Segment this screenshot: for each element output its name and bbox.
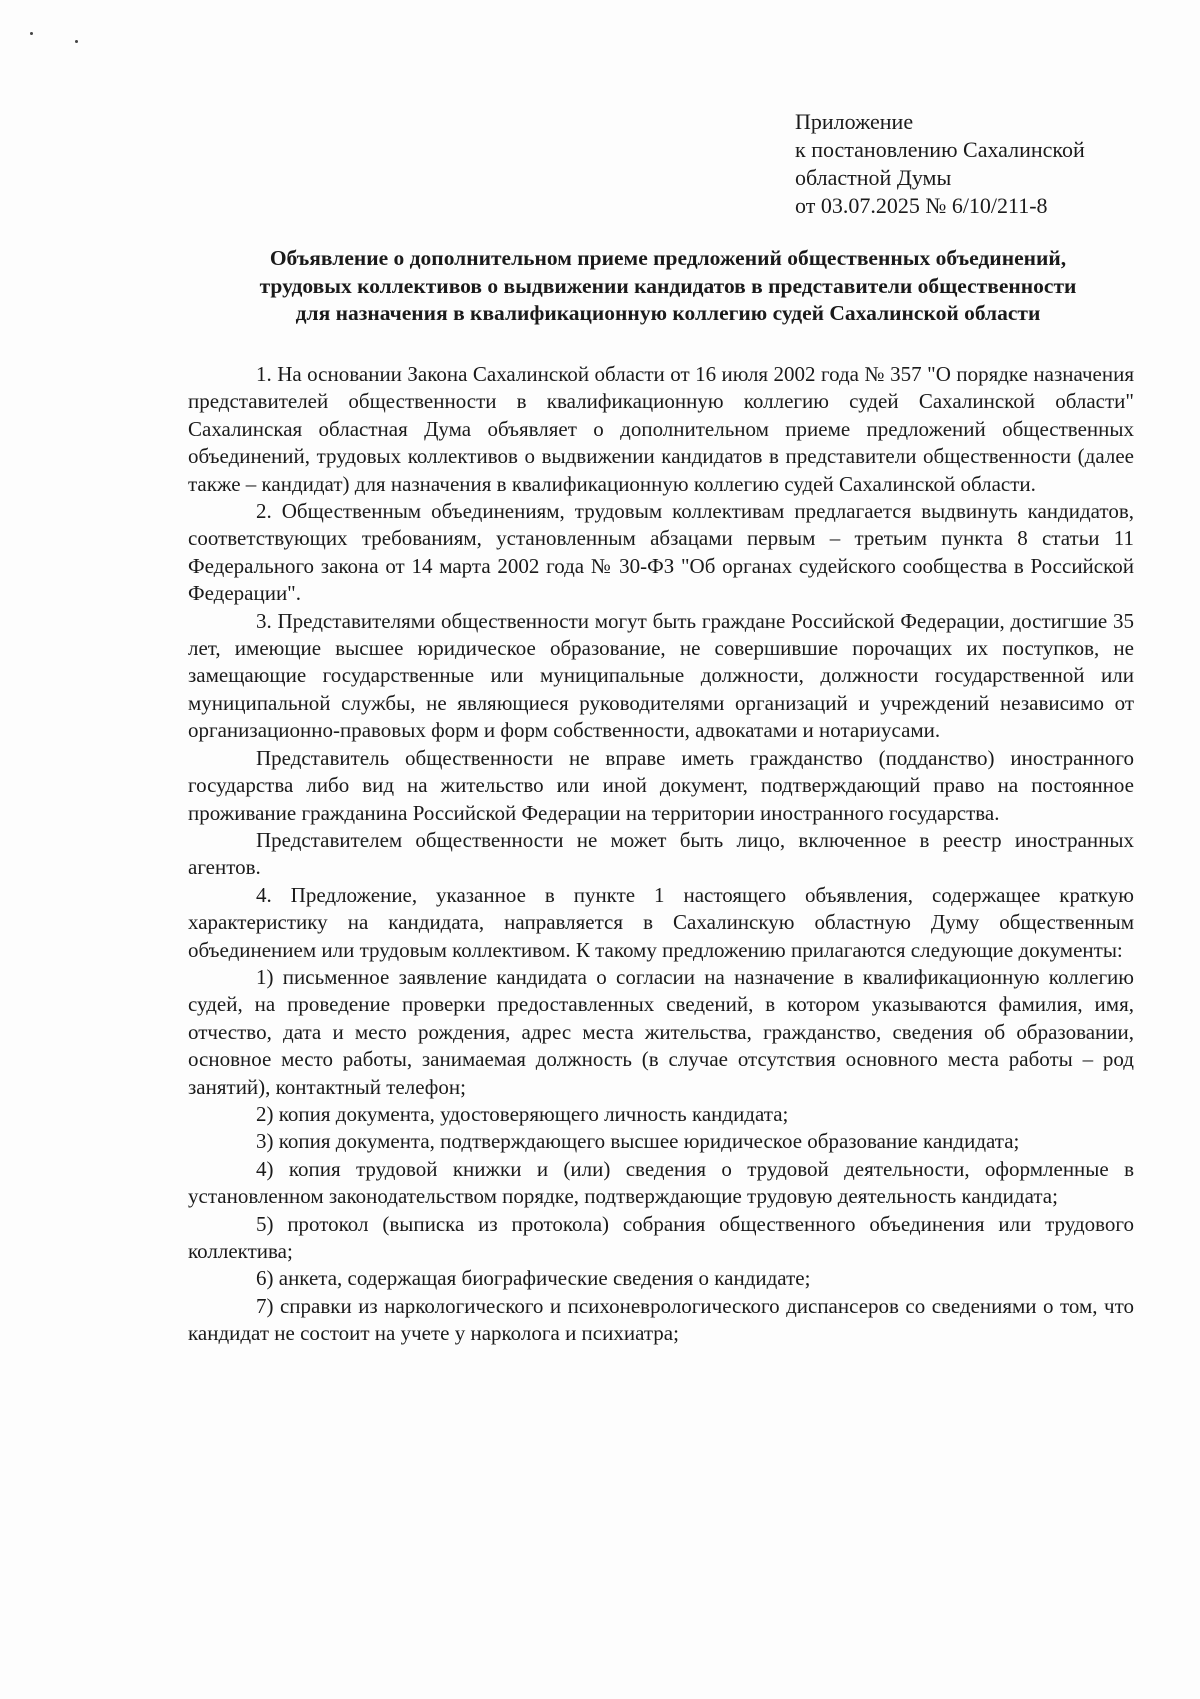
appendix-line: от 03.07.2025 № 6/10/211-8 — [795, 193, 1048, 218]
paragraph-4: 4. Предложение, указанное в пункте 1 настоящего объявления, содержащее краткую характеристику на кандидата, направляется в Сахалинскую областную Думу общественным объединением или трудовым коллективом. К такому предложению прилагаются следующие документы: — [188, 882, 1134, 962]
list-item-7: 7) справки из наркологического и психоневрологического диспансеров со сведениями о том, что кандидат не состоит на учете у нарколога и психиатра; — [188, 1293, 1134, 1346]
title-line: трудовых коллективов о выдвижении кандидатов в представители общественности — [259, 273, 1077, 298]
appendix-block — [795, 108, 1085, 220]
appendix-line: областной Думы — [795, 165, 952, 190]
paragraph-1: 1. На основании Закона Сахалинской области от 16 июля 2002 года № 357 "О порядке назначения представителей общественности в квалификационную коллегию судей Сахалинской области" Сахалинская областная Дума объявляет о дополнительном приеме предложений общественных объединений, трудовых коллективов о выдвижении кандидатов в представители общественности (далее также – кандидат) для назначения в квалификационную коллегию судей Сахалинской области. — [188, 362, 1134, 496]
appendix-line: Приложение — [795, 109, 914, 134]
title-line: для назначения в квалификационную коллегию судей Сахалинской области — [295, 301, 1041, 325]
appendix-line: к постановлению Сахалинской — [795, 137, 1085, 162]
paragraph-3-citizenship: Представитель общественности не вправе иметь гражданство (подданство) иностранного государства либо вид на жительство или иной документ, подтверждающий право на постоянное проживание гражданина Российской Федерации на территории иностранного государства. — [188, 745, 1134, 825]
list-item-2: 2) копия документа, удостоверяющего личность кандидата; — [256, 1101, 789, 1126]
title-line: Объявление о дополнительном приеме предложений общественных объединений, — [269, 246, 1067, 270]
paragraph-2: 2. Общественным объединениям, трудовым коллективам предлагается выдвинуть кандидатов, соответствующих требованиям, установленным абзацами первым – третьим пункта 8 статьи 11 Федерального закона от 14 марта 2002 года № 30-ФЗ "Об органах судейского сообщества в Российской Федерации". — [188, 499, 1134, 606]
list-item-6: 6) анкета, содержащая биографические сведения о кандидате; — [256, 1266, 811, 1291]
document-body — [188, 361, 1134, 1348]
paragraph-3-foreign-agents: Представителем общественности не может быть лицо, включенное в реестр иностранных агентов. — [188, 827, 1134, 880]
list-item-3: 3) копия документа, подтверждающего высшее юридическое образование кандидата; — [256, 1129, 1020, 1154]
list-item-5: 5) протокол (выписка из протокола) собрания общественного объединения или трудового коллектива; — [188, 1211, 1134, 1263]
document-title — [188, 245, 1148, 328]
list-item-1: 1) письменное заявление кандидата о согласии на назначение в квалификационную коллегию судей, на проведение проверки предоставленных сведений, в котором указываются фамилия, имя, отчество, дата и место рождения, адрес места жительства, гражданство, сведения об образовании, основное место работы, занимаемая должность (в случае отсутствия основного места работы – род занятий), контактный телефон; — [188, 964, 1134, 1099]
paragraph-3: 3. Представителями общественности могут быть граждане Российской Федерации, достигшие 35 лет, имеющие высшее юридическое образование, не совершившие порочащих их поступков, не замещающие государственные или муниципальные должности, должности государственной или муниципальной службы, не являющиеся руководителями организаций и учреждений независимо от организационно-правовых форм и форм собственности, адвокатами и нотариусами. — [188, 608, 1134, 743]
scan-speck — [30, 32, 33, 35]
scan-speck — [75, 40, 78, 43]
list-item-4: 4) копия трудовой книжки и (или) сведения о трудовой деятельности, оформленные в установленном законодательством порядке, подтверждающие трудовую деятельность кандидата; — [188, 1156, 1134, 1209]
